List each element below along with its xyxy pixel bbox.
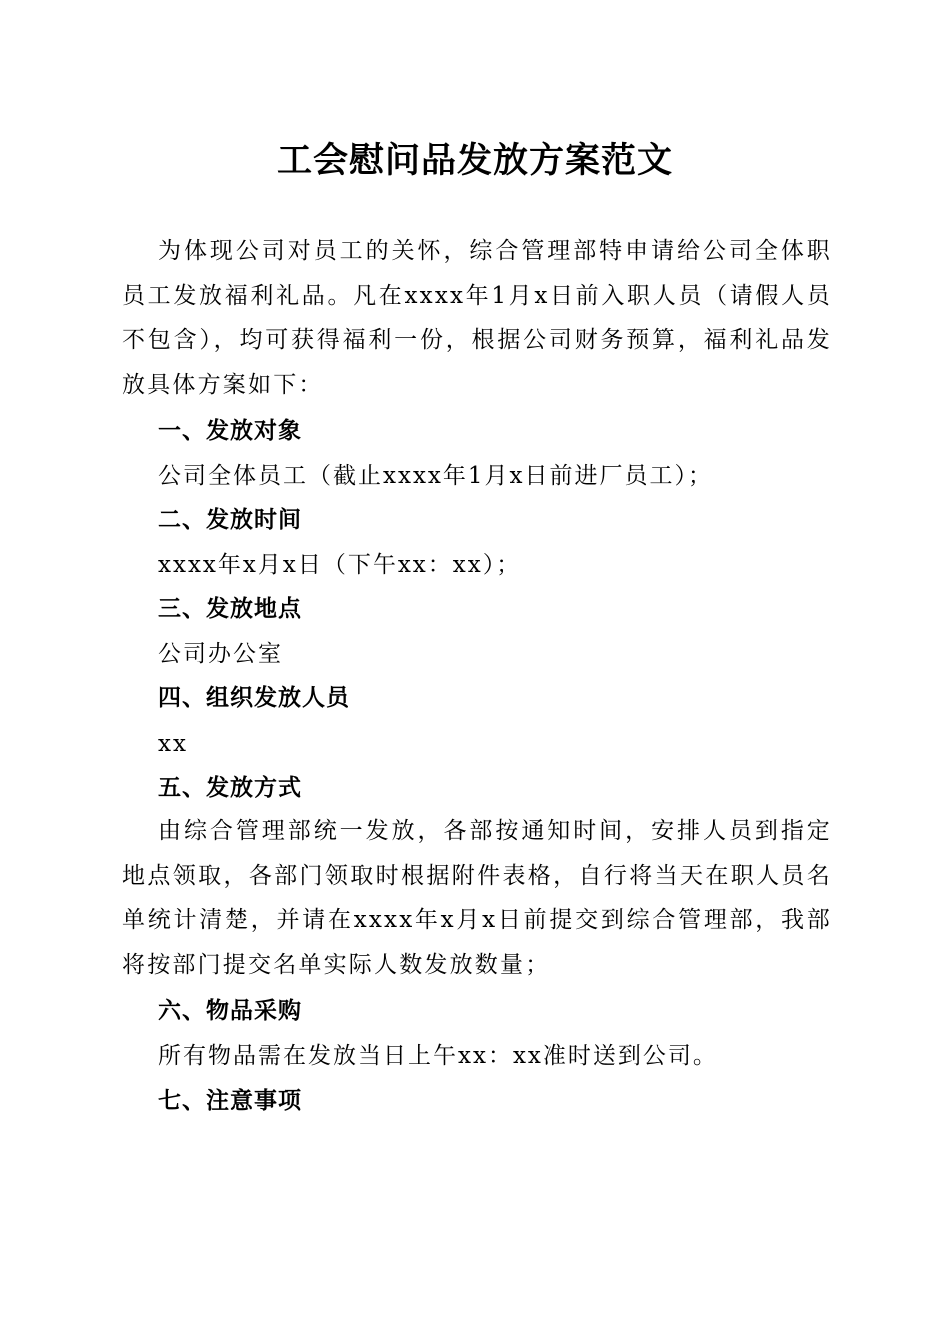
section-heading-5: 五、发放方式 bbox=[158, 775, 302, 801]
section-heading-3: 三、发放地点 bbox=[158, 596, 302, 622]
intro-paragraph: 为体现公司对员工的关怀，综合管理部特申请给公司全体职员工发放福利礼品。凡在xxxx年1月x日前入职人员（请假人员不包含），均可获得福利一份，根据公司财务预算，福利礼品发放具体方案如下： bbox=[122, 238, 832, 398]
section-body-5: 由综合管理部统一发放，各部按通知时间，安排人员到指定地点领取，各部门领取时根据附件表格，自行将当天在职人员名单统计清楚，并请在xxxx年x月x日前提交到综合管理部，我部将按部门提交名单实际人数发放数量； bbox=[122, 818, 832, 978]
section-heading-2: 二、发放时间 bbox=[158, 507, 302, 533]
section-body-1: 公司全体员工（截止xxxx年1月x日前进厂员工）； bbox=[158, 463, 713, 489]
section-body-6: 所有物品需在发放当日上午xx：xx准时送到公司。 bbox=[158, 1043, 718, 1069]
section-heading-7: 七、注意事项 bbox=[158, 1088, 302, 1114]
section-heading-1: 一、发放对象 bbox=[158, 418, 302, 444]
section-body-2: xxxx年x月x日（下午xx：xx）； bbox=[158, 552, 522, 578]
section-body-4: xx bbox=[158, 731, 188, 757]
section-heading-6: 六、物品采购 bbox=[158, 998, 302, 1024]
section-body-3: 公司办公室 bbox=[158, 641, 283, 667]
document-title: 工会慰问品发放方案范文 bbox=[276, 140, 673, 181]
section-heading-4: 四、组织发放人员 bbox=[158, 685, 350, 711]
